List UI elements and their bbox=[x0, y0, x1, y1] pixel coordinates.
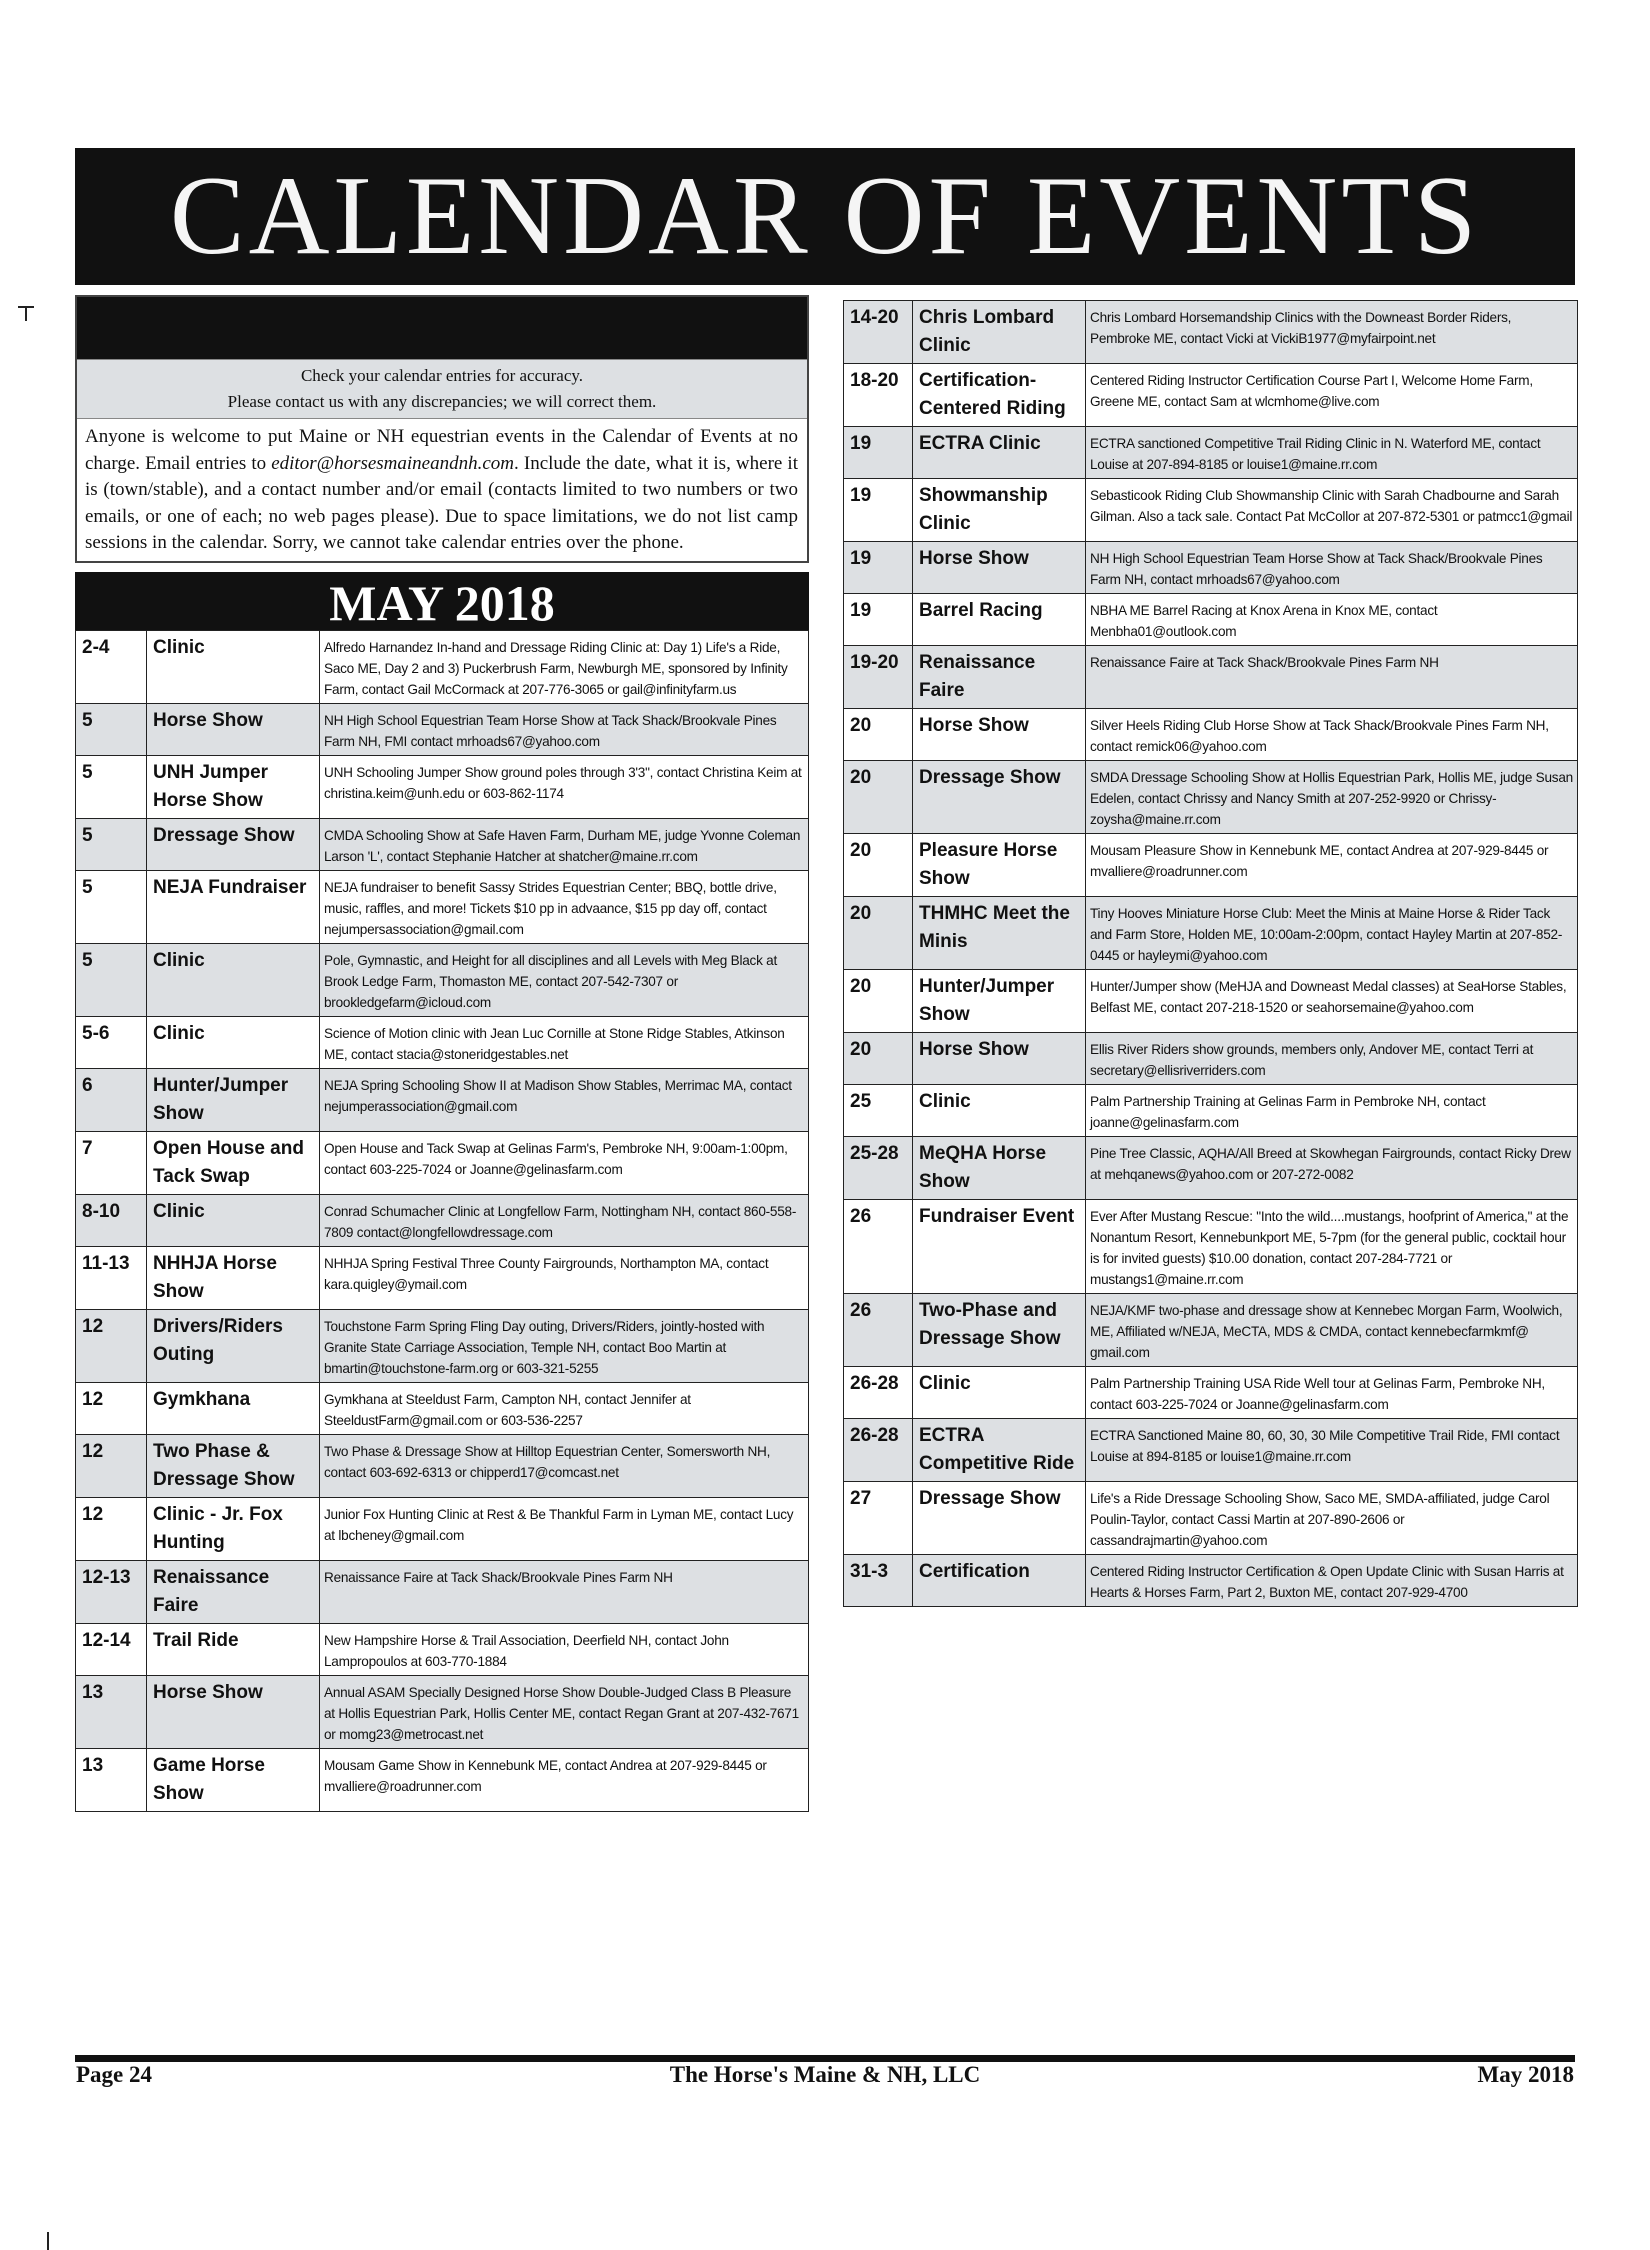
event-date: 26-28 bbox=[844, 1367, 913, 1419]
event-date: 12 bbox=[76, 1309, 147, 1382]
event-details: Pine Tree Classic, AQHA/All Breed at Skowhegan Fairgrounds, contact Ricky Drew at mehqanews@yahoo.com or 207-272-0082 bbox=[1086, 1137, 1578, 1200]
event-date: 19 bbox=[844, 479, 913, 542]
event-row bbox=[844, 364, 1578, 427]
event-details: NHHJA Spring Festival Three County Fairgrounds, Northampton MA, contact kara.quigley@ymail.com bbox=[320, 1246, 809, 1309]
event-details: New Hampshire Horse & Trail Association, Deerfield NH, contact John Lampropoulos at 603-770-1884 bbox=[320, 1623, 809, 1675]
event-details: NEJA/KMF two-phase and dressage show at Kennebec Morgan Farm, Woolwich, ME, Affiliated w/NEJA, MeCTA, MDS & CMDA, contact kennebecfarmkmf@ gmail.com bbox=[1086, 1294, 1578, 1367]
event-details: Science of Motion clinic with Jean Luc Cornille at Stone Ridge Stables, Atkinson ME, contact stacia@stoneridgestables.net bbox=[320, 1016, 809, 1068]
event-name: Showmanship Clinic bbox=[913, 479, 1086, 542]
event-date: 11-13 bbox=[76, 1246, 147, 1309]
event-row bbox=[76, 1748, 809, 1811]
event-name: Pleasure Horse Show bbox=[913, 834, 1086, 897]
event-name: Clinic - Jr. Fox Hunting bbox=[147, 1497, 320, 1560]
event-row bbox=[76, 1382, 809, 1434]
event-row bbox=[844, 897, 1578, 970]
event-details: Annual ASAM Specially Designed Horse Show Double-Judged Class B Pleasure at Hollis Equestrian Park, Hollis Center ME, contact Regan Grant at 207-432-7671 or momg23@metrocast.net bbox=[320, 1675, 809, 1748]
event-row bbox=[844, 1419, 1578, 1482]
event-row bbox=[844, 709, 1578, 761]
event-details: Alfredo Harnandez In-hand and Dressage Riding Clinic at: Day 1) Life's a Ride, Saco ME, Day 2 and 3) Puckerbrush Farm, Newburgh ME, sponsored by Infinity Farm, contact Gail McCormack at 207-776-3065 or gail@infinityfarm.us bbox=[320, 630, 809, 703]
event-row bbox=[844, 1482, 1578, 1555]
event-date: 20 bbox=[844, 834, 913, 897]
event-row bbox=[844, 1085, 1578, 1137]
footer-issue-date: May 2018 bbox=[1477, 2062, 1574, 2087]
event-name: Clinic bbox=[147, 943, 320, 1016]
event-row bbox=[76, 1194, 809, 1246]
event-name: Gymkhana bbox=[147, 1382, 320, 1434]
events-table-right bbox=[843, 300, 1578, 1607]
event-date: 12 bbox=[76, 1434, 147, 1497]
event-details: Mousam Pleasure Show in Kennebunk ME, contact Andrea at 207-929-8445 or mvalliere@roadrunner.com bbox=[1086, 834, 1578, 897]
event-name: Renaissance Faire bbox=[147, 1560, 320, 1623]
event-date: 19 bbox=[844, 427, 913, 479]
event-details: Centered Riding Instructor Certification & Open Update Clinic with Susan Harris at Hearts & Horses Farm, Part 2, Buxton ME, contact 207-929-4700 bbox=[1086, 1555, 1578, 1607]
event-name: Dressage Show bbox=[913, 1482, 1086, 1555]
event-details: SMDA Dressage Schooling Show at Hollis Equestrian Park, Hollis ME, judge Susan Edelen, contact Chrissy and Nancy Smith at 207-252-9920 or Chrissy-zoysha@maine.rr.com bbox=[1086, 761, 1578, 834]
event-date: 25-28 bbox=[844, 1137, 913, 1200]
event-name: Two Phase & Dressage Show bbox=[147, 1434, 320, 1497]
event-row bbox=[76, 755, 809, 818]
event-row bbox=[76, 1246, 809, 1309]
event-details: ECTRA sanctioned Competitive Trail Riding Clinic in N. Waterford ME, contact Louise at 207-894-8185 or louise1@maine.rr.com bbox=[1086, 427, 1578, 479]
footer-page-number: Page 24 bbox=[76, 2062, 153, 2087]
event-date: 5 bbox=[76, 755, 147, 818]
event-date: 19 bbox=[844, 594, 913, 646]
notice-header-bar bbox=[77, 297, 807, 359]
event-details: Palm Partnership Training USA Ride Well tour at Gelinas Farm, Pembroke NH, contact 603-225-7024 or Joanne@gelinasfarm.com bbox=[1086, 1367, 1578, 1419]
month-heading: MAY 2018 bbox=[75, 572, 809, 630]
event-details: NH High School Equestrian Team Horse Show at Tack Shack/Brookvale Pines Farm NH, contact mrhoads67@yahoo.com bbox=[1086, 542, 1578, 594]
event-name: Barrel Racing bbox=[913, 594, 1086, 646]
event-details: Renaissance Faire at Tack Shack/Brookvale Pines Farm NH bbox=[1086, 646, 1578, 709]
event-details: Pole, Gymnastic, and Height for all disciplines and all Levels with Meg Black at Brook Ledge Farm, Thomaston ME, contact 207-542-7307 or brookledgefarm@icloud.com bbox=[320, 943, 809, 1016]
event-row bbox=[844, 427, 1578, 479]
event-name: Chris Lombard Clinic bbox=[913, 301, 1086, 364]
event-row bbox=[844, 646, 1578, 709]
right-column bbox=[843, 300, 1578, 1607]
event-name: Clinic bbox=[147, 630, 320, 703]
event-name: Clinic bbox=[913, 1367, 1086, 1419]
event-name: ECTRA Clinic bbox=[913, 427, 1086, 479]
event-row bbox=[844, 479, 1578, 542]
event-details: Ever After Mustang Rescue: "Into the wild....mustangs, hoofprint of America," at the Nonantum Resort, Kennebunkport ME, 5-7pm (for the general public, cocktail hour is for invited guests) $10.00 donation, contact 207-284-7721 or mustangs1@maine.rr.com bbox=[1086, 1200, 1578, 1294]
event-name: Renaissance Faire bbox=[913, 646, 1086, 709]
event-date: 12 bbox=[76, 1382, 147, 1434]
event-name: Horse Show bbox=[913, 542, 1086, 594]
event-name: Open House and Tack Swap bbox=[147, 1131, 320, 1194]
event-name: Drivers/Riders Outing bbox=[147, 1309, 320, 1382]
notice-body-post: . Include the date, what it is, where it is (town/stable), and a contact number and/or email (contacts limited to two numbers or two emails, or one of each; no web pages please). Due to space limitations, we do not list camp sessions in the calendar. Sorry, we cannot take calendar entries over the phone. bbox=[85, 452, 798, 553]
notice-body-pre: Anyone is welcome to put Maine or NH equestrian events in the Calendar of Events at no charge. Email entries to bbox=[85, 426, 798, 474]
event-name: Fundraiser Event bbox=[913, 1200, 1086, 1294]
event-details: ECTRA Sanctioned Maine 80, 60, 30, 30 Mile Competitive Trail Ride, FMI contact Louise at 894-8185 or louise1@maine.rr.com bbox=[1086, 1419, 1578, 1482]
event-name: Dressage Show bbox=[147, 818, 320, 870]
event-name: ECTRA Competitive Ride bbox=[913, 1419, 1086, 1482]
event-row bbox=[76, 630, 809, 703]
event-name: MeQHA Horse Show bbox=[913, 1137, 1086, 1200]
event-row bbox=[844, 301, 1578, 364]
event-row bbox=[76, 1068, 809, 1131]
notice-body bbox=[77, 419, 807, 561]
event-details: Life's a Ride Dressage Schooling Show, Saco ME, SMDA-affiliated, judge Carol Poulin-Taylor, contact Cassi Martin at 207-890-2606 or cassandrajmartin@yahoo.com bbox=[1086, 1482, 1578, 1555]
event-details: UNH Schooling Jumper Show ground poles through 3'3", contact Christina Keim at christina.keim@unh.edu or 603-862-1174 bbox=[320, 755, 809, 818]
event-date: 12 bbox=[76, 1497, 147, 1560]
event-name: Two-Phase and Dressage Show bbox=[913, 1294, 1086, 1367]
event-date: 20 bbox=[844, 1033, 913, 1085]
event-date: 5 bbox=[76, 818, 147, 870]
event-date: 26 bbox=[844, 1294, 913, 1367]
event-details: Silver Heels Riding Club Horse Show at Tack Shack/Brookvale Pines Farm NH, contact remick06@yahoo.com bbox=[1086, 709, 1578, 761]
event-details: Ellis River Riders show grounds, members only, Andover ME, contact Terri at secretary@ellisriverriders.com bbox=[1086, 1033, 1578, 1085]
event-date: 31-3 bbox=[844, 1555, 913, 1607]
event-details: Palm Partnership Training at Gelinas Farm in Pembroke NH, contact joanne@gelinasfarm.com bbox=[1086, 1085, 1578, 1137]
event-details: Gymkhana at Steeldust Farm, Campton NH, contact Jennifer at SteeldustFarm@gmail.com or 603-536-2257 bbox=[320, 1382, 809, 1434]
event-row bbox=[844, 970, 1578, 1033]
event-name: Certification bbox=[913, 1555, 1086, 1607]
event-date: 26 bbox=[844, 1200, 913, 1294]
event-name: Horse Show bbox=[913, 709, 1086, 761]
crop-mark-top-v bbox=[25, 306, 27, 321]
event-name: Hunter/Jumper Show bbox=[913, 970, 1086, 1033]
event-name: THMHC Meet the Minis bbox=[913, 897, 1086, 970]
accuracy-line-1: Check your calendar entries for accuracy. bbox=[300, 366, 584, 385]
event-date: 5-6 bbox=[76, 1016, 147, 1068]
event-date: 6 bbox=[76, 1068, 147, 1131]
event-name: Game Horse Show bbox=[147, 1748, 320, 1811]
event-details: Centered Riding Instructor Certification Course Part I, Welcome Home Farm, Greene ME, contact Sam at wlcmhome@live.com bbox=[1086, 364, 1578, 427]
event-date: 13 bbox=[76, 1675, 147, 1748]
event-date: 20 bbox=[844, 897, 913, 970]
event-row bbox=[844, 1367, 1578, 1419]
event-details: Tiny Hooves Miniature Horse Club: Meet the Minis at Maine Horse & Rider Tack and Farm Store, Holden ME, 10:00am-2:00pm, contact Hayley Martin at 207-852-0445 or hayleymi@yahoo.com bbox=[1086, 897, 1578, 970]
event-row bbox=[76, 943, 809, 1016]
event-details: Chris Lombard Horsemandship Clinics with the Downeast Border Riders, Pembroke ME, contact Vicki at VickiB1977@myfairpoint.net bbox=[1086, 301, 1578, 364]
event-name: Hunter/Jumper Show bbox=[147, 1068, 320, 1131]
event-row bbox=[76, 1623, 809, 1675]
event-date: 5 bbox=[76, 870, 147, 943]
event-name: Horse Show bbox=[147, 703, 320, 755]
event-date: 12-13 bbox=[76, 1560, 147, 1623]
event-details: NEJA fundraiser to benefit Sassy Strides Equestrian Center; BBQ, bottle drive, music, raffles, and more! Tickets $10 pp in advaance, $15 pp day off, contact nejumpersassociation@gmail.com bbox=[320, 870, 809, 943]
event-row bbox=[844, 1137, 1578, 1200]
event-name: Dressage Show bbox=[913, 761, 1086, 834]
event-details: CMDA Schooling Show at Safe Haven Farm, Durham ME, judge Yvonne Coleman Larson 'L', contact Stephanie Hatcher at shatcher@maine.rr.com bbox=[320, 818, 809, 870]
event-date: 20 bbox=[844, 709, 913, 761]
event-details: Junior Fox Hunting Clinic at Rest & Be Thankful Farm in Lyman ME, contact Lucy at lbcheney@gmail.com bbox=[320, 1497, 809, 1560]
event-row bbox=[76, 1434, 809, 1497]
event-name: Clinic bbox=[147, 1194, 320, 1246]
page-title: CALENDAR OF EVENTS bbox=[75, 148, 1575, 285]
event-date: 2-4 bbox=[76, 630, 147, 703]
event-date: 19-20 bbox=[844, 646, 913, 709]
footer-rule bbox=[75, 2055, 1575, 2062]
event-details: NEJA Spring Schooling Show II at Madison Show Stables, Merrimac MA, contact nejumperassociation@gmail.com bbox=[320, 1068, 809, 1131]
event-row bbox=[844, 1294, 1578, 1367]
event-row bbox=[844, 761, 1578, 834]
event-date: 20 bbox=[844, 761, 913, 834]
editor-email-link[interactable]: editor@horsesmaineandnh.com bbox=[271, 452, 515, 474]
event-date: 19 bbox=[844, 542, 913, 594]
event-date: 5 bbox=[76, 703, 147, 755]
event-row bbox=[76, 818, 809, 870]
event-row bbox=[844, 834, 1578, 897]
event-details: Touchstone Farm Spring Fling Day outing, Drivers/Riders, jointly-hosted with Granite State Carriage Association, Temple NH, contact Boo Martin at bmartin@touchstone-farm.org or 603-321-5255 bbox=[320, 1309, 809, 1382]
left-column bbox=[75, 295, 809, 1812]
event-row bbox=[76, 1675, 809, 1748]
event-details: Two Phase & Dressage Show at Hilltop Equestrian Center, Somersworth NH, contact 603-692-6313 or chipperd17@comcast.net bbox=[320, 1434, 809, 1497]
event-details: NH High School Equestrian Team Horse Show at Tack Shack/Brookvale Pines Farm NH, FMI contact mrhoads67@yahoo.com bbox=[320, 703, 809, 755]
event-row bbox=[76, 1560, 809, 1623]
event-row bbox=[76, 703, 809, 755]
accuracy-line-2: Please contact us with any discrepancies; we will correct them. bbox=[227, 392, 657, 411]
event-name: Horse Show bbox=[147, 1675, 320, 1748]
event-date: 5 bbox=[76, 943, 147, 1016]
event-date: 13 bbox=[76, 1748, 147, 1811]
event-row bbox=[76, 1131, 809, 1194]
event-name: Clinic bbox=[147, 1016, 320, 1068]
event-name: Certification- Centered Riding bbox=[913, 364, 1086, 427]
event-details: Mousam Game Show in Kennebunk ME, contact Andrea at 207-929-8445 or mvalliere@roadrunner.com bbox=[320, 1748, 809, 1811]
event-row bbox=[844, 1555, 1578, 1607]
event-name: NHHJA Horse Show bbox=[147, 1246, 320, 1309]
crop-mark-bottom bbox=[47, 2232, 49, 2250]
event-row bbox=[844, 542, 1578, 594]
event-date: 20 bbox=[844, 970, 913, 1033]
event-name: Clinic bbox=[913, 1085, 1086, 1137]
accuracy-note bbox=[77, 359, 807, 419]
event-name: Horse Show bbox=[913, 1033, 1086, 1085]
event-name: UNH Jumper Horse Show bbox=[147, 755, 320, 818]
event-date: 8-10 bbox=[76, 1194, 147, 1246]
event-date: 14-20 bbox=[844, 301, 913, 364]
events-table-left bbox=[75, 630, 809, 1812]
event-details: Conrad Schumacher Clinic at Longfellow Farm, Nottingham NH, contact 860-558-7809 contact@longfellowdressage.com bbox=[320, 1194, 809, 1246]
event-name: NEJA Fundraiser bbox=[147, 870, 320, 943]
event-row bbox=[76, 870, 809, 943]
event-details: Renaissance Faire at Tack Shack/Brookvale Pines Farm NH bbox=[320, 1560, 809, 1623]
event-row bbox=[844, 594, 1578, 646]
event-date: 12-14 bbox=[76, 1623, 147, 1675]
submission-notice bbox=[75, 295, 809, 563]
event-row bbox=[844, 1200, 1578, 1294]
event-row bbox=[76, 1016, 809, 1068]
event-date: 26-28 bbox=[844, 1419, 913, 1482]
event-details: NBHA ME Barrel Racing at Knox Arena in Knox ME, contact Menbha01@outlook.com bbox=[1086, 594, 1578, 646]
event-name: Trail Ride bbox=[147, 1623, 320, 1675]
event-details: Sebasticook Riding Club Showmanship Clinic with Sarah Chadbourne and Sarah Gilman. Also a tack sale. Contact Pat McCollor at 207-872-5301 or patmcc1@gmail bbox=[1086, 479, 1578, 542]
footer-publisher: The Horse's Maine & NH, LLC bbox=[669, 2062, 981, 2087]
event-date: 25 bbox=[844, 1085, 913, 1137]
event-row bbox=[844, 1033, 1578, 1085]
event-details: Open House and Tack Swap at Gelinas Farm's, Pembroke NH, 9:00am-1:00pm, contact 603-225-7024 or Joanne@gelinasfarm.com bbox=[320, 1131, 809, 1194]
event-row bbox=[76, 1497, 809, 1560]
event-date: 27 bbox=[844, 1482, 913, 1555]
event-row bbox=[76, 1309, 809, 1382]
event-details: Hunter/Jumper show (MeHJA and Downeast Medal classes) at SeaHorse Stables, Belfast ME, contact 207-218-1520 or seahorsemaine@yahoo.com bbox=[1086, 970, 1578, 1033]
event-date: 7 bbox=[76, 1131, 147, 1194]
event-date: 18-20 bbox=[844, 364, 913, 427]
